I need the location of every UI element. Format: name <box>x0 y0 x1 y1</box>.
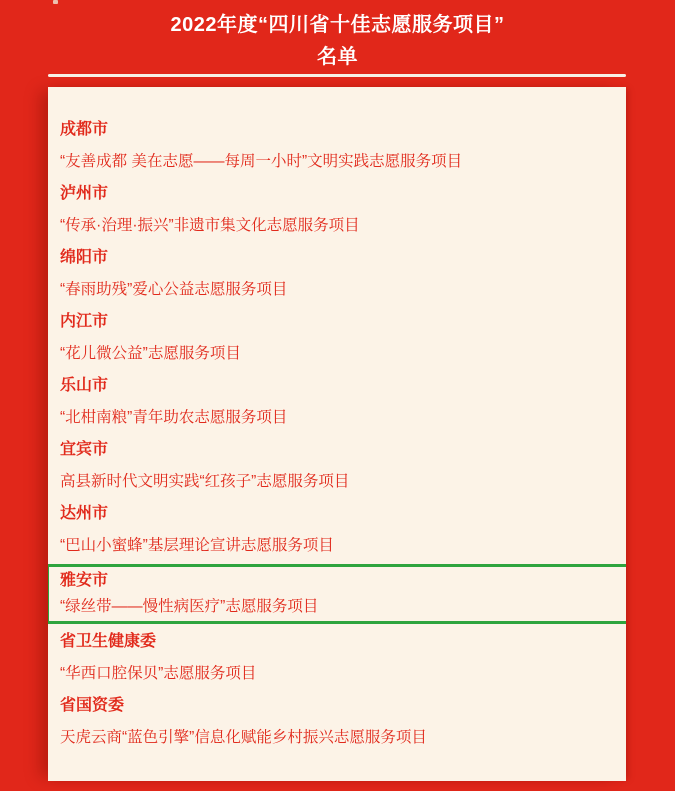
org-name: 达州市 <box>60 505 109 522</box>
award-entry <box>60 690 614 754</box>
project-name: “华西口腔保贝”志愿服务项目 <box>60 665 257 682</box>
org-name: 雅安市 <box>60 572 109 589</box>
org-name: 内江市 <box>60 313 109 330</box>
org-name: 乐山市 <box>60 377 109 394</box>
project-name: “传承·治理·振兴”非遗市集文化志愿服务项目 <box>60 217 360 234</box>
project-name: 高县新时代文明实践“红孩子”志愿服务项目 <box>60 473 350 490</box>
org-name: 省国资委 <box>60 697 125 714</box>
org-name: 绵阳市 <box>60 249 109 266</box>
award-list-card <box>48 87 626 781</box>
project-name: 天虎云商“蓝色引擎”信息化赋能乡村振兴志愿服务项目 <box>60 729 427 746</box>
project-name: “友善成都 美在志愿——每周一小时”文明实践志愿服务项目 <box>60 153 463 170</box>
award-entry <box>60 498 614 562</box>
title-divider-line <box>48 74 626 77</box>
project-name: “春雨助残”爱心公益志愿服务项目 <box>60 281 288 298</box>
page-title-line2: 名单 <box>317 46 358 68</box>
award-entry <box>60 434 614 498</box>
award-entry <box>60 370 614 434</box>
org-name: 宜宾市 <box>60 441 109 458</box>
award-entry <box>60 114 614 178</box>
page-title-line1: 2022年度“四川省十佳志愿服务项目” <box>170 14 505 36</box>
page-artifact-dot <box>53 0 58 4</box>
project-name: “巴山小蜜蜂”基层理论宣讲志愿服务项目 <box>60 537 334 554</box>
award-entry <box>60 306 614 370</box>
award-entry <box>60 178 614 242</box>
award-entry-highlighted <box>48 564 626 624</box>
page-header <box>0 0 675 73</box>
project-name: “北柑南粮”青年助农志愿服务项目 <box>60 409 288 426</box>
award-list <box>60 114 614 754</box>
award-entry <box>60 242 614 306</box>
org-name: 成都市 <box>60 121 109 138</box>
org-name: 省卫生健康委 <box>60 633 157 650</box>
org-name: 泸州市 <box>60 185 109 202</box>
award-entry <box>60 626 614 690</box>
project-name: “绿丝带——慢性病医疗”志愿服务项目 <box>60 598 319 615</box>
project-name: “花儿微公益”志愿服务项目 <box>60 345 241 362</box>
